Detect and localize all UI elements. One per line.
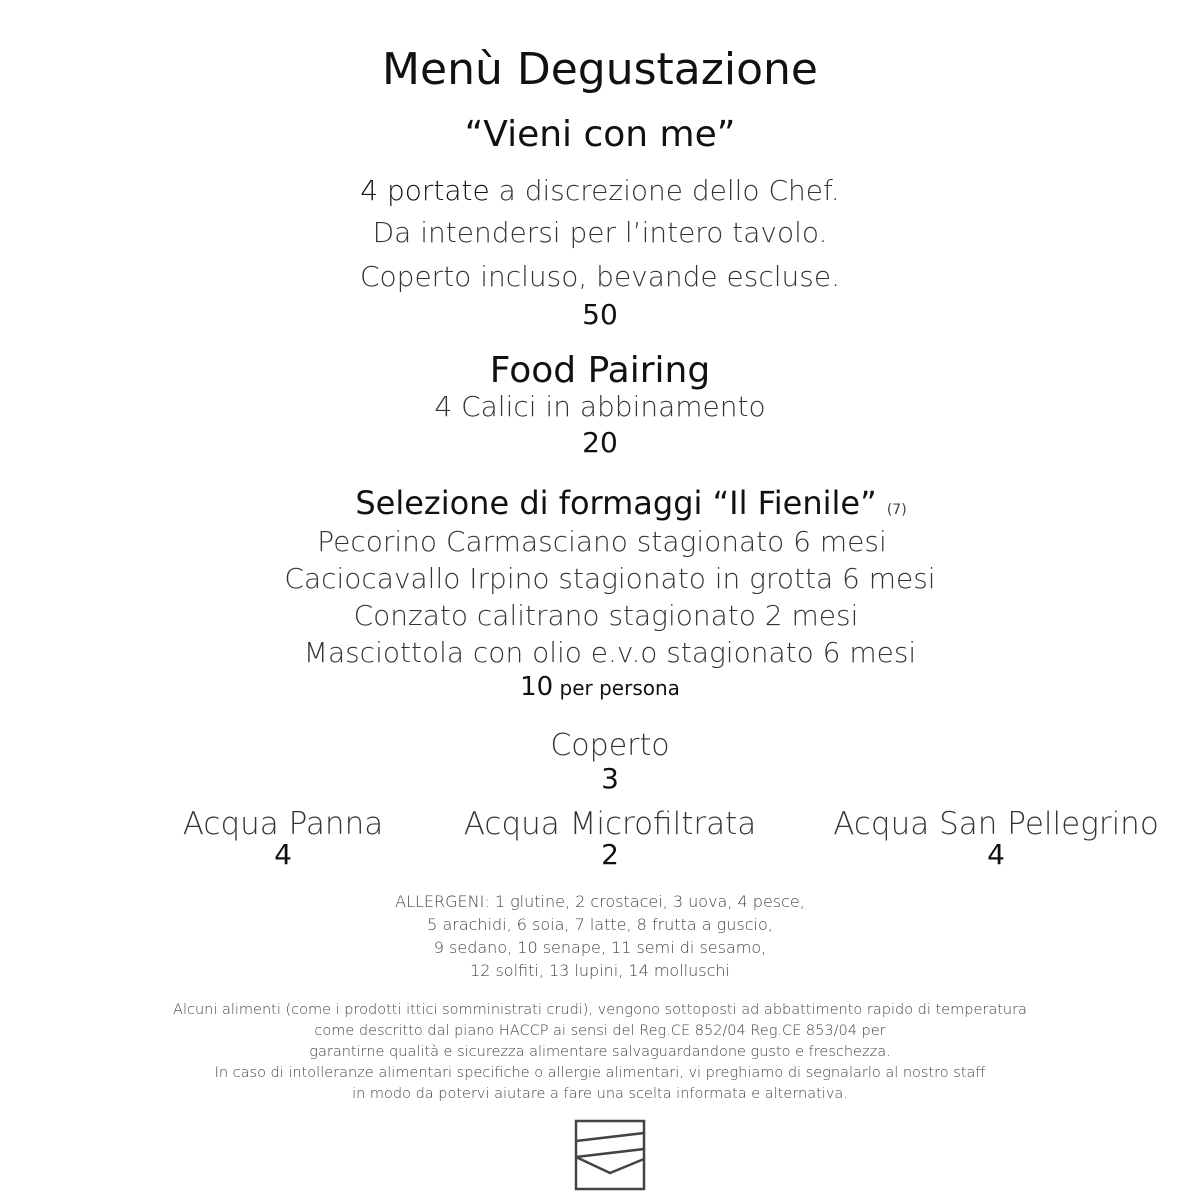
haccp-note-line: come descritto dal piano HACCP ai sensi del Reg.CE 852/04 Reg.CE 853/04 per [314, 1023, 886, 1039]
menu-title: Menù Degustazione [382, 44, 818, 95]
water-item-microfiltrata [430, 806, 790, 871]
tasting-courses-line [0, 174, 1200, 207]
cheese-title-text: Selezione di formaggi “Il Fienile” [355, 484, 877, 522]
water-item-san-pellegrino [816, 806, 1176, 871]
cheese-item: Caciocavallo Irpino stagionato in grotta 6 mesi [284, 562, 936, 595]
cover-charge-title: Coperto [550, 728, 670, 763]
cheese-price-unit: per persona [553, 676, 680, 700]
cheese-item: Conzato calitrano stagionato 2 mesi [353, 599, 859, 632]
cheese-price: 10 [520, 672, 554, 702]
food-pairing-price: 20 [582, 426, 618, 459]
cheese-item: Pecorino Carmasciano stagionato 6 mesi [317, 525, 887, 558]
water-name: Acqua Microfiltrata [463, 806, 757, 842]
cover-charge-price: 3 [601, 762, 619, 795]
water-price: 4 [274, 838, 292, 871]
cheese-price-line [0, 672, 1200, 702]
haccp-note-line: In caso di intolleranze alimentari specifiche o allergie alimentari, vi preghiamo di segnalarlo al nostro staff [214, 1065, 986, 1081]
food-pairing-title: Food Pairing [489, 350, 711, 391]
water-name: Acqua San Pellegrino [833, 806, 1159, 842]
tasting-cover-note: Coperto incluso, bevande escluse. [360, 260, 840, 293]
tasting-price: 50 [582, 298, 618, 331]
water-item-panna [103, 806, 463, 871]
cheese-section-title [0, 484, 1200, 522]
allergens-line: 9 sedano, 10 senape, 11 semi di sesamo, [433, 938, 767, 957]
allergens-line: 12 solfiti, 13 lupini, 14 molluschi [470, 961, 730, 980]
restaurant-logo-icon [574, 1119, 646, 1191]
water-price: 2 [601, 838, 619, 871]
haccp-note-line: garantirne qualità e sicurezza alimentare salvaguardandone gusto e freschezza. [309, 1044, 891, 1060]
allergens-line: 5 arachidi, 6 soia, 7 latte, 8 frutta a guscio, [427, 915, 773, 934]
tasting-courses-text: a discrezione dello Chef. [489, 174, 840, 207]
allergens-line: ALLERGENI: 1 glutine, 2 crostacei, 3 uova, 4 pesce, [395, 892, 805, 911]
menu-subtitle: “Vieni con me” [464, 114, 736, 155]
water-name: Acqua Panna [182, 806, 384, 842]
food-pairing-description: 4 Calici in abbinamento [434, 390, 766, 423]
cheese-allergen-ref: (7) [886, 502, 907, 518]
haccp-note-line: in modo da potervi aiutare a fare una scelta informata e alternativa. [352, 1086, 848, 1102]
cheese-item: Masciottola con olio e.v.o stagionato 6 mesi [303, 636, 917, 669]
water-price: 4 [987, 838, 1005, 871]
tasting-courses-count: 4 portate [360, 174, 490, 207]
tasting-table-note: Da intendersi per l’intero tavolo. [372, 216, 828, 249]
haccp-note-line: Alcuni alimenti (come i prodotti ittici somministrati crudi), vengono sottoposti ad abbattimento rapido di temperatura [173, 1002, 1027, 1018]
